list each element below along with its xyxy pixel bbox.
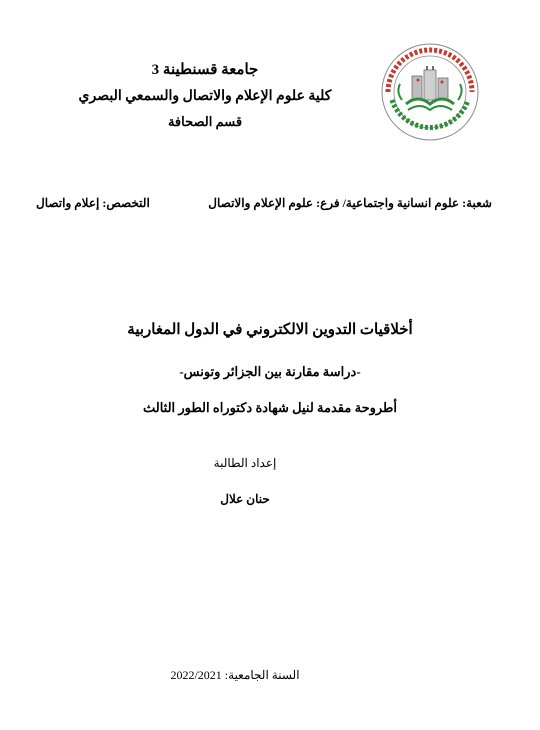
branch-field: شعبة: علوم انسانية واجتماعية/ فرع: علوم الإعلام والاتصال (208, 196, 492, 210)
prepared-by-label: إعداد الطالبة (213, 456, 277, 470)
thesis-title: أخلاقيات التدوين الالكتروني في الدول المغاربية (127, 322, 413, 338)
specialty-field: التخصص: إعلام واتصال (36, 196, 150, 210)
university-logo-graphic (378, 40, 482, 144)
university-name: جامعة قسنطينة 3 (151, 62, 259, 78)
faculty-name: كلية علوم الإعلام والاتصال والسمعي البصري (78, 89, 332, 104)
thesis-subtitle: -دراسة مقارنة بين الجزائر وتونس- (179, 364, 361, 379)
academic-year: السنة الجامعية: 2022/2021 (170, 668, 300, 682)
thesis-purpose: أطروحة مقدمة لنيل شهادة دكتوراه الطور الثالث (142, 400, 398, 415)
university-seal-icon (378, 40, 482, 144)
student-name: حنان علال (220, 492, 270, 506)
department-name: قسم الصحافة (167, 114, 243, 129)
